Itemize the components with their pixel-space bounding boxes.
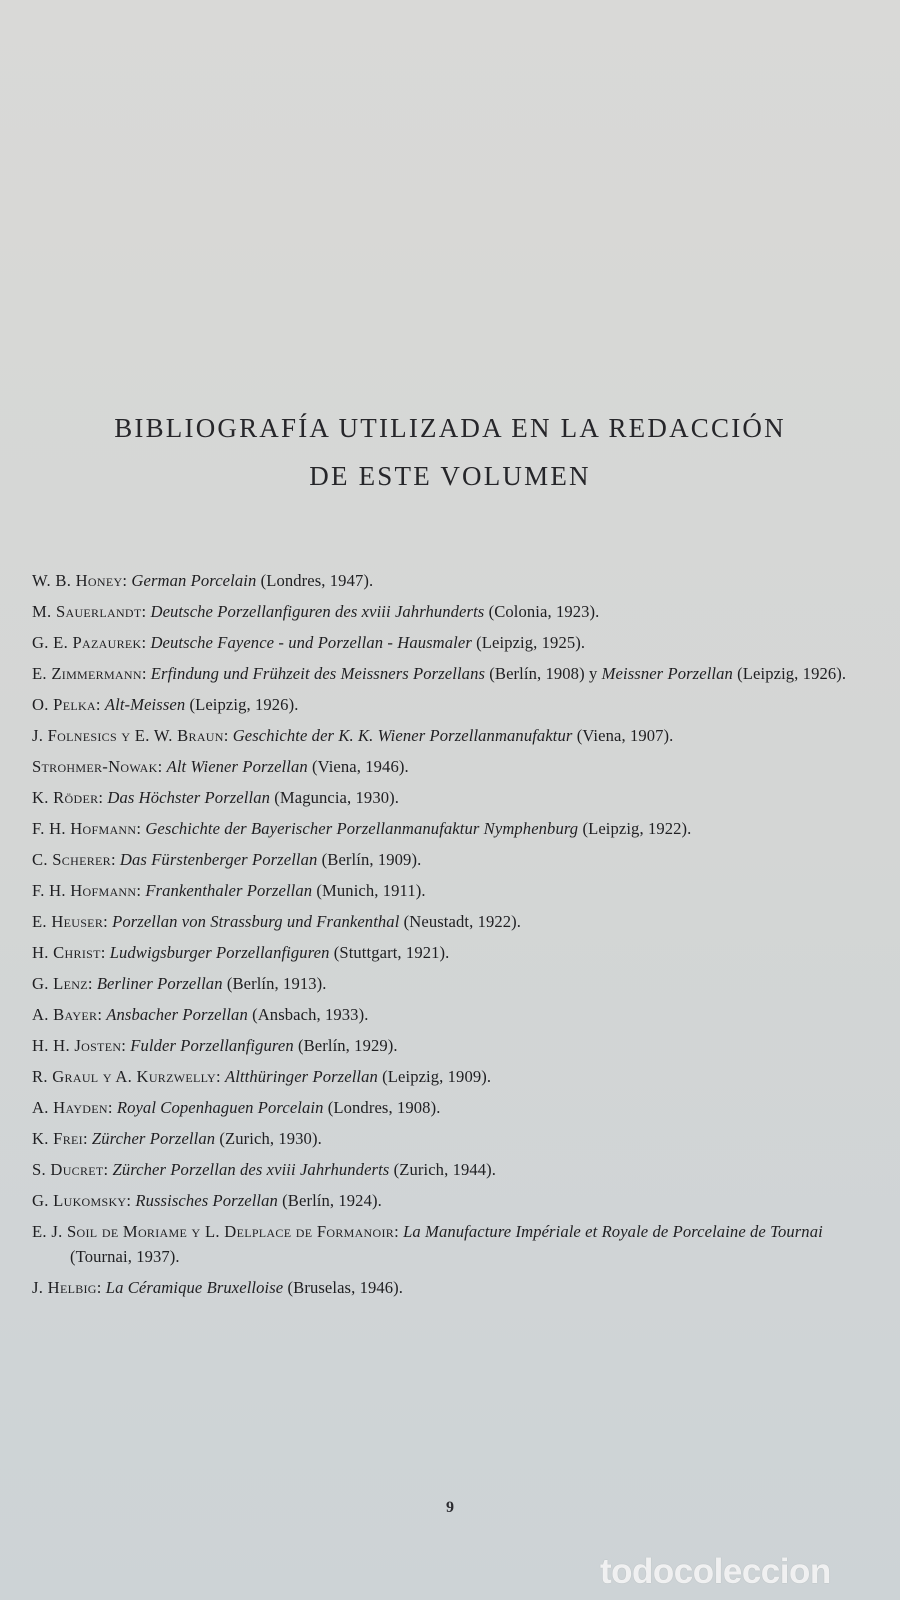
entry-work-title: Fulder Porzellanfiguren — [130, 1036, 294, 1055]
bibliography-entry — [32, 692, 872, 717]
entry-separator: : — [157, 757, 167, 776]
entry-author: G. E. Pazaurek — [32, 633, 142, 652]
entry-separator: : — [96, 1278, 106, 1297]
bibliography-entry — [32, 1095, 872, 1120]
entry-details: (Berlín, 1924). — [277, 1191, 382, 1210]
entry-work-title: German Porcelain — [131, 571, 257, 590]
entry-author: H. H. Josten — [32, 1036, 122, 1055]
bibliography-entry — [32, 785, 872, 810]
entry-separator: : — [97, 1005, 107, 1024]
entry-details: (Zurich, 1944). — [389, 1160, 497, 1179]
entry-separator: : — [136, 819, 146, 838]
entry-work-title-2: Meissner Porzellan — [601, 664, 733, 683]
entry-details: (Stuttgart, 1921). — [329, 943, 450, 962]
entry-author: C. Scherer — [32, 850, 111, 869]
entry-author: K. Röder — [32, 788, 99, 807]
entry-details: (Londres, 1947). — [256, 571, 374, 590]
entry-separator: : — [121, 1036, 131, 1055]
entry-separator: : — [98, 788, 108, 807]
entry-details: (Londres, 1908). — [323, 1098, 441, 1117]
entry-separator: : — [107, 1098, 117, 1117]
entry-details: (Neustadt, 1922). — [399, 912, 522, 931]
entry-details: (Viena, 1946). — [307, 757, 409, 776]
entry-separator: : — [141, 633, 151, 652]
bibliography-entry — [32, 630, 872, 655]
entry-author: S. Ducret — [32, 1160, 104, 1179]
bibliography-entry — [32, 940, 872, 965]
entry-work-title: La Manufacture Impériale et Royale de Porcelaine de Tournai — [403, 1222, 823, 1241]
entry-separator: : — [122, 571, 132, 590]
bibliography-entry — [32, 1157, 872, 1182]
entry-details: (Maguncia, 1930). — [270, 788, 399, 807]
entry-author: F. H. Hofmann — [32, 881, 137, 900]
bibliography-entry — [32, 723, 872, 748]
bibliography-entry — [32, 1033, 872, 1058]
entry-details: (Viena, 1907). — [572, 726, 674, 745]
entry-work-title: Frankenthaler Porzellan — [145, 881, 313, 900]
entry-separator: : — [126, 1191, 136, 1210]
entry-details: (Zurich, 1930). — [215, 1129, 322, 1148]
bibliography-entry — [32, 754, 872, 779]
entry-work-title: Russisches Porzellan — [135, 1191, 278, 1210]
entry-author: H. Christ — [32, 943, 101, 962]
entry-work-title: Altthüringer Porzellan — [224, 1067, 378, 1086]
entry-work-title: Berliner Porzellan — [96, 974, 223, 993]
bibliography-entry — [32, 599, 872, 624]
bibliography-entry — [32, 1064, 872, 1089]
entry-separator: : — [87, 974, 97, 993]
entry-work-title: Deutsche Porzellanfiguren des xviii Jahrhunderts — [150, 602, 485, 621]
title-line-1: BIBLIOGRAFÍA UTILIZADA EN LA REDACCIÓN — [114, 413, 786, 443]
entry-work-title: Ludwigsburger Porzellanfiguren — [109, 943, 330, 962]
entry-author: E. J. Soil de Moriame y L. Delplace de Formanoir — [32, 1222, 395, 1241]
entry-work-title: La Céramique Bruxelloise — [105, 1278, 284, 1297]
entry-work-title: Porzellan von Strassburg und Frankenthal — [112, 912, 400, 931]
entry-details-2: (Leipzig, 1926). — [732, 664, 847, 683]
entry-author: R. Graul y A. Kurzwelly — [32, 1067, 217, 1086]
entry-work-title: Das Höchster Porzellan — [107, 788, 270, 807]
entry-author: E. Heuser — [32, 912, 104, 931]
bibliography-entry — [32, 816, 872, 841]
entry-details: (Leipzig, 1926). — [185, 695, 299, 714]
bibliography-entry — [32, 661, 872, 686]
entry-author: A. Hayden — [32, 1098, 108, 1117]
entry-separator: : — [103, 1160, 113, 1179]
entry-author: A. Bayer — [32, 1005, 98, 1024]
entry-author: K. Frei — [32, 1129, 83, 1148]
entry-work-title: Geschichte der Bayerischer Porzellanmanufaktur Nymphenburg — [145, 819, 579, 838]
page-number: 9 — [446, 1499, 454, 1516]
bibliography-entry — [32, 1002, 872, 1027]
entry-author: G. Lenz — [32, 974, 88, 993]
entry-author: J. Folnesics y E. W. Braun — [32, 726, 224, 745]
bibliography-entry — [32, 847, 872, 872]
bibliography-entry — [32, 1188, 872, 1213]
bibliography-entry — [32, 1275, 872, 1300]
bibliography-entry — [32, 1219, 872, 1269]
entry-work-title: Alt Wiener Porzellan — [166, 757, 308, 776]
entry-details: (Tournai, 1937). — [70, 1247, 180, 1266]
entry-separator: : — [110, 850, 120, 869]
entry-details: (Munich, 1911). — [312, 881, 426, 900]
entry-details: (Berlín, 1908) y — [485, 664, 602, 683]
entry-author: E. Zimmermann — [32, 664, 142, 683]
entry-separator: : — [223, 726, 233, 745]
entry-details: (Berlín, 1913). — [222, 974, 327, 993]
entry-details: (Colonia, 1923). — [484, 602, 600, 621]
entry-work-title: Erfindung und Frühzeit des Meissners Porzellans — [150, 664, 486, 683]
entry-author: Strohmer-Nowak — [32, 757, 158, 776]
entry-separator: : — [82, 1129, 92, 1148]
entry-separator: : — [141, 602, 151, 621]
entry-details: (Leipzig, 1925). — [471, 633, 586, 652]
page-title — [40, 404, 860, 500]
entry-separator: : — [103, 912, 113, 931]
entry-details: (Leipzig, 1909). — [377, 1067, 492, 1086]
entry-separator: : — [136, 881, 146, 900]
entry-work-title: Geschichte der K. K. Wiener Porzellanmanufaktur — [232, 726, 573, 745]
entry-work-title: Zürcher Porzellan — [91, 1129, 216, 1148]
bibliography-entry — [32, 971, 872, 996]
entry-work-title: Das Fürstenberger Porzellan — [119, 850, 318, 869]
entry-author: J. Helbig — [32, 1278, 97, 1297]
bibliography-entry — [32, 909, 872, 934]
entry-author: W. B. Honey — [32, 571, 123, 590]
entry-details: (Berlín, 1929). — [293, 1036, 398, 1055]
entry-work-title: Alt-Meissen — [104, 695, 186, 714]
entry-work-title: Royal Copenhaguen Porcelain — [116, 1098, 324, 1117]
entry-details: (Berlín, 1909). — [317, 850, 422, 869]
entry-author: G. Lukomsky — [32, 1191, 127, 1210]
entry-separator: : — [394, 1222, 404, 1241]
entry-work-title: Zürcher Porzellan des xviii Jahrhunderts — [112, 1160, 390, 1179]
entry-work-title: Ansbacher Porzellan — [106, 1005, 248, 1024]
entry-work-title: Deutsche Fayence - und Porzellan - Hausmaler — [150, 633, 472, 652]
entry-separator: : — [95, 695, 105, 714]
entry-separator: : — [100, 943, 110, 962]
entry-separator: : — [216, 1067, 225, 1086]
entry-author: F. H. Hofmann — [32, 819, 137, 838]
entry-separator: : — [141, 664, 151, 683]
title-line-2: DE ESTE VOLUMEN — [309, 461, 591, 491]
watermark-logo: todocoleccion — [600, 1552, 831, 1591]
bibliography-list — [32, 568, 872, 1306]
entry-details: (Leipzig, 1922). — [578, 819, 692, 838]
entry-details: (Ansbach, 1933). — [247, 1005, 369, 1024]
entry-details: (Bruselas, 1946). — [283, 1278, 404, 1297]
entry-author: M. Sauerlandt — [32, 602, 142, 621]
bibliography-entry — [32, 568, 872, 593]
bibliography-entry — [32, 1126, 872, 1151]
entry-author: O. Pelka — [32, 695, 96, 714]
bibliography-entry — [32, 878, 872, 903]
